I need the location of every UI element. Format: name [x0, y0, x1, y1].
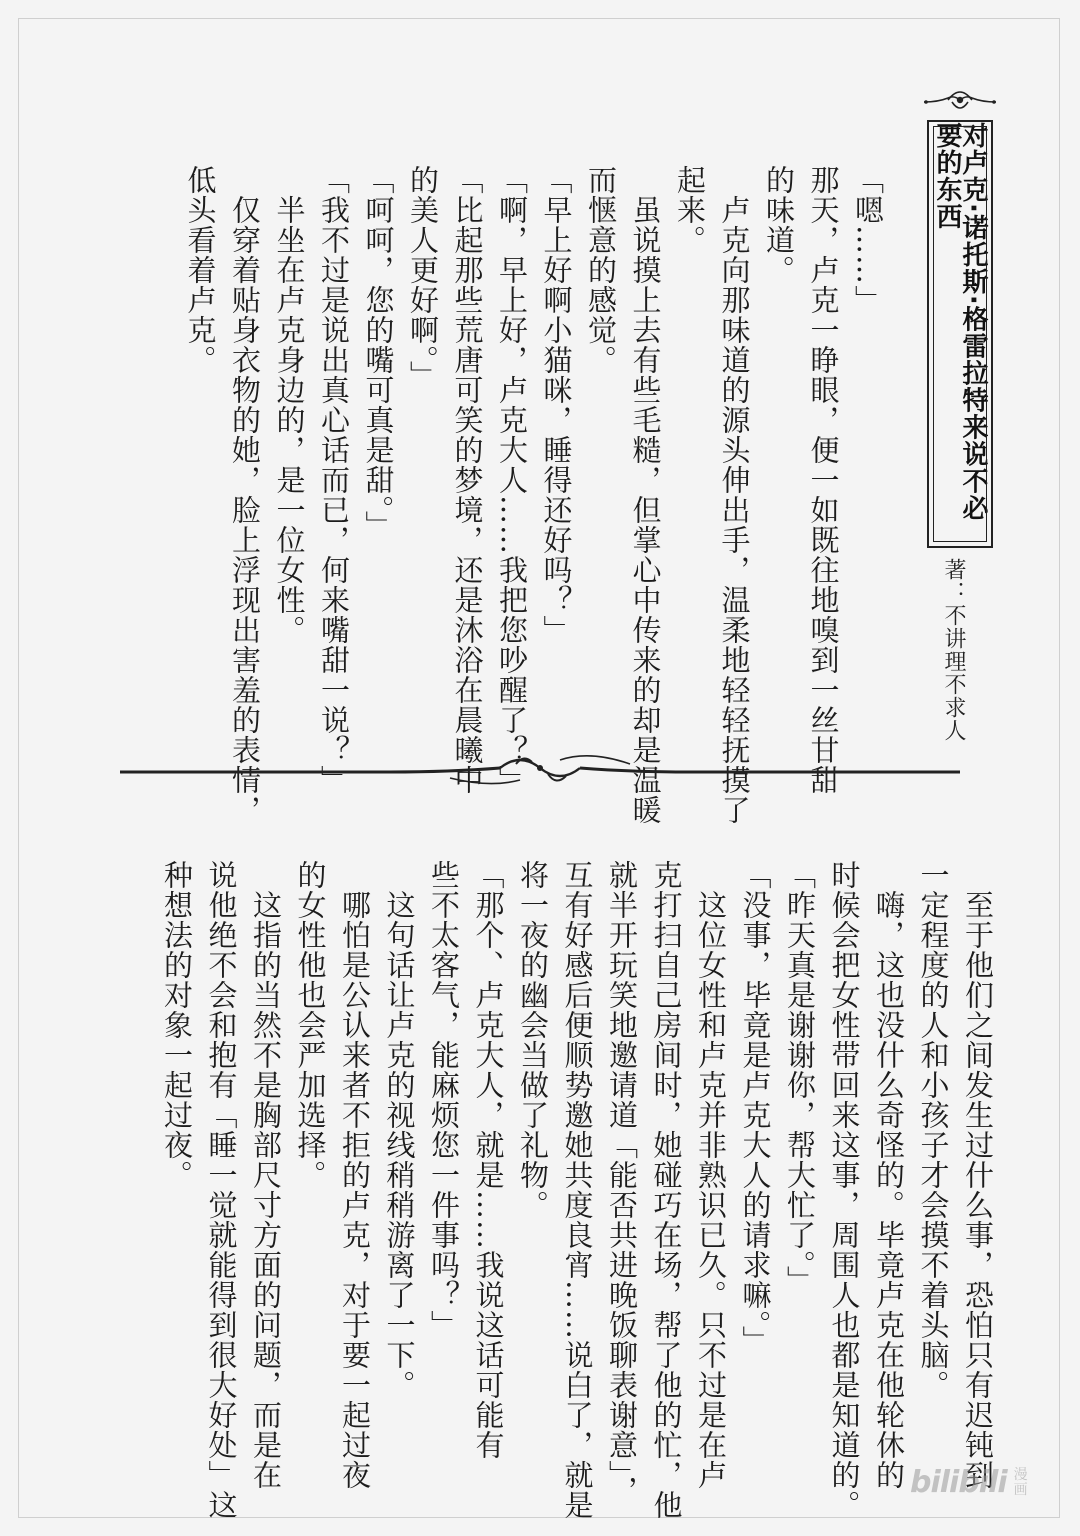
text-column: 低头看着卢克。	[183, 165, 218, 375]
ornamental-divider-icon	[120, 742, 960, 802]
text-column: 起来。	[673, 165, 707, 255]
text-column: 克打扫自己房间时，她碰巧在场，帮了他的忙，他	[649, 860, 684, 1520]
text-column: 这位女性和卢克并非熟识已久。只不过是在卢	[694, 860, 728, 1490]
text-column: 说他绝不会和抱有「睡一觉就能得到很大好处」这	[204, 860, 239, 1520]
text-column: 而惬意的感觉。	[584, 165, 618, 375]
text-column: 「我不过是说出真心话而已，何来嘴甜一说？」	[317, 165, 351, 795]
text-column: 时候会把女性带回来这事，周围人也都是知道的。	[827, 860, 862, 1520]
text-column: 嗨，这也没什么奇怪的。毕竟卢克在他轮休的	[872, 860, 906, 1490]
text-column: 「早上好啊小猫咪，睡得还好吗？」	[539, 165, 574, 645]
text-column: 虽说摸上去有些毛糙，但掌心中传来的却是温暖	[628, 165, 663, 825]
text-column: 种想法的对象一起过夜。	[160, 860, 194, 1190]
text-column: 「呵呵，您的嘴可真是甜。」	[361, 165, 396, 541]
bilibili-watermark	[910, 1465, 1029, 1500]
text-column: 「那个、卢克大人，就是……我说这话可能有	[471, 860, 506, 1460]
text-column: 半坐在卢克身边的，是一位女性。	[272, 165, 307, 645]
text-column: 的味道。	[762, 165, 796, 285]
chapter-title: 对卢克·诺托斯·格雷拉特来说不必要的东西	[932, 122, 988, 522]
text-column: 就半开玩笑地邀请道「能否共进晚饭聊表谢意」，	[605, 860, 639, 1506]
text-column: 那天，卢克一睁眼，便一如既往地嗅到一丝甘甜	[806, 165, 841, 795]
text-column: 一定程度的人和小孩子才会摸不着头脑。	[916, 860, 951, 1400]
manga-tag: 漫画	[1013, 1466, 1028, 1498]
text-column: 「嗯……」	[851, 165, 885, 315]
text-column: 「啊，早上好，卢克大人……我把您吵醒了？」	[495, 165, 529, 795]
text-column: 互有好感后便顺势邀她共度良宵……说白了，就是	[560, 860, 595, 1520]
title-box	[927, 120, 993, 548]
text-column: 卢克向那味道的源头伸出手，温柔地轻轻抚摸了	[717, 165, 752, 825]
text-column: 的女性他也会严加选择。	[293, 860, 328, 1190]
text-column: 的美人更好啊。」	[406, 165, 440, 391]
text-column: 哪怕是公认来者不拒的卢克，对于要一起过夜	[338, 860, 372, 1490]
bilibili-logo: bilibili	[910, 1465, 1007, 1500]
author-credit: 著：不讲理不求人	[941, 558, 966, 742]
text-column: 些不太客气，能麻烦您一件事吗？」	[427, 860, 461, 1340]
text-column: 「比起那些荒唐可笑的梦境，还是沐浴在晨曦中	[450, 165, 485, 795]
text-column: 仅穿着贴身衣物的她，脸上浮现出害羞的表情，	[228, 165, 262, 825]
top-text-block	[183, 165, 890, 825]
text-column: 至于他们之间发生过什么事，恐怕只有迟钝到	[961, 860, 995, 1490]
text-column: 这指的当然不是胸部尺寸方面的问题，而是在	[249, 860, 283, 1490]
text-column: 将一夜的幽会当做了礼物。	[516, 860, 550, 1220]
text-column: 这句话让卢克的视线稍稍游离了一下。	[382, 860, 417, 1400]
title-ornament-icon	[918, 80, 1002, 120]
text-column: 「没事，毕竟是卢克大人的请求嘛。」	[738, 860, 773, 1356]
text-column: 「昨天真是谢谢你，帮大忙了。」	[783, 860, 817, 1296]
